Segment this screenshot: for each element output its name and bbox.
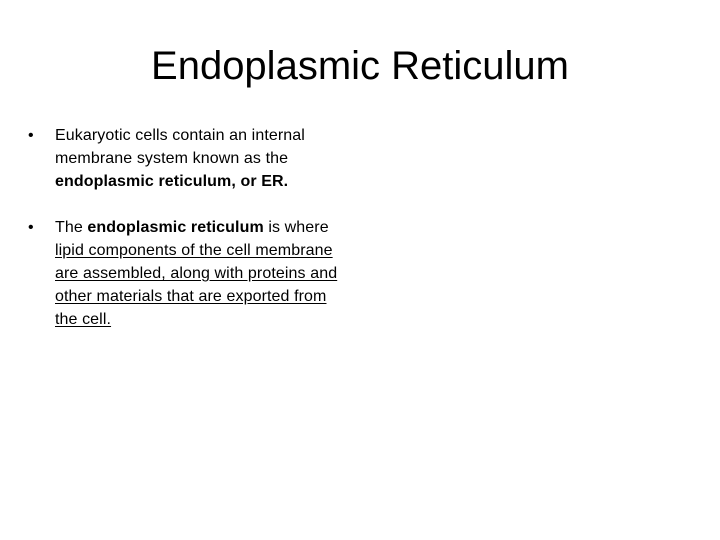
bullet-item-er-definition — [28, 124, 348, 193]
bullet-text-segment: Eukaryotic cells contain an internal membrane system known as the — [55, 127, 305, 167]
bullet-icon: • — [28, 127, 34, 144]
bullet-text-segment: The — [55, 219, 88, 236]
slide-title: Endoplasmic Reticulum — [151, 44, 569, 88]
bullet-text-bold-segment: endoplasmic reticulum — [87, 219, 264, 236]
bullet-item-er-function — [28, 216, 348, 331]
bullet-text-segment: is where — [263, 219, 329, 236]
bullet-text-underlined-segment: lipid components of the cell membrane are assembled, along with proteins and other materials that are exported from the cell. — [55, 242, 338, 328]
bullet-text-bold-segment: endoplasmic reticulum, or ER. — [55, 173, 289, 190]
bullet-icon: • — [28, 219, 34, 236]
bullet-list — [28, 124, 348, 331]
